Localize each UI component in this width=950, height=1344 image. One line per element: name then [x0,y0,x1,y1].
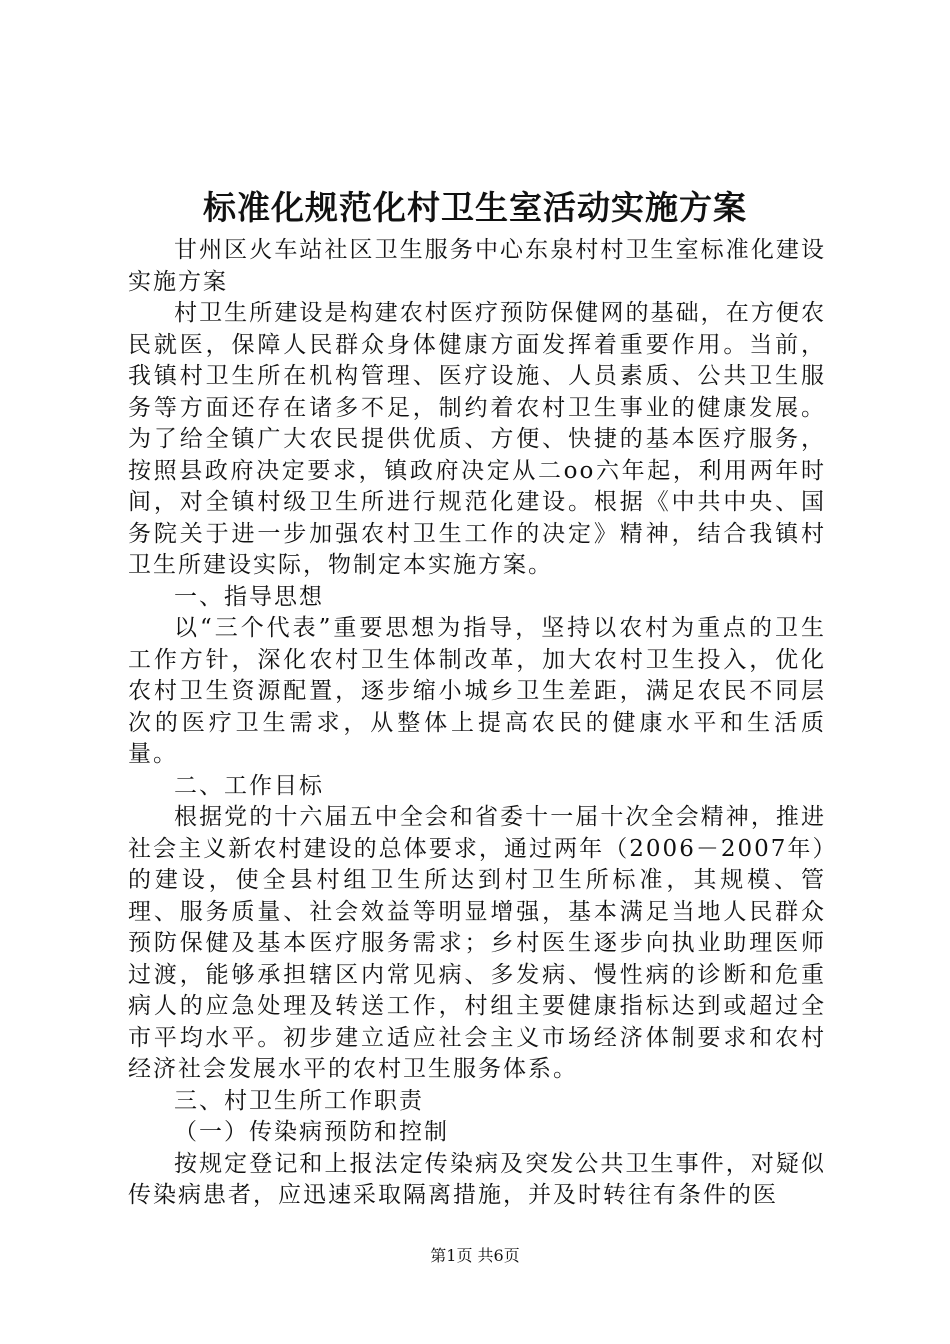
document-body [128,235,826,1212]
body-paragraph: 按规定登记和上报法定传染病及突发公共卫生事件，对疑似传染病患者，应迅速采取隔离措施，并及时转往有条件的医 [128,1150,826,1208]
subsection-heading: （一）传染病预防和控制 [174,1119,449,1145]
section-heading: 二、工作目标 [174,772,324,799]
body-paragraph: 甘州区火车站社区卫生服务中心东泉村村卫生室标准化建设实施方案 [128,237,826,295]
document-title: 标准化规范化村卫生室活动实施方案 [203,188,747,227]
body-paragraph: 根据党的十六届五中全会和省委十一届十次全会精神，推进社会主义新农村建设的总体要求，通过两年（2006－2007年）的建设，使全县村组卫生所达到村卫生所标准，其规模、管理、服务质量、社会效益等明显增强，基本满足当地人民群众预防保健及基本医疗服务需求；乡村医生逐步向执业助理医师过渡，能够承担辖区内常见病、多发病、慢性病的诊断和危重病人的应急处理及转送工作，村组主要健康指标达到或超过全市平均水平。初步建立适应社会主义市场经济体制要求和农村经济社会发展水平的农村卫生服务体系。 [128,804,826,1082]
body-paragraph: 以“三个代表”重要思想为指导，坚持以农村为重点的卫生工作方针，深化农村卫生体制改革，加大农村卫生投入，优化农村卫生资源配置，逐步缩小城乡卫生差距，满足农民不同层次的医疗卫生需求，从整体上提高农民的健康水平和生活质量。 [128,615,826,767]
section-heading: 一、指导思想 [174,583,324,610]
section-heading: 三、村卫生所工作职责 [174,1087,424,1114]
page-number-footer: 第1页 共6页 [430,1246,520,1265]
body-paragraph: 村卫生所建设是构建农村医疗预防保健网的基础，在方便农民就医，保障人民群众身体健康方面发挥着重要作用。当前，我镇村卫生所在机构管理、医疗设施、人员素质、公共卫生服务等方面还存在诸多不足，制约着农村卫生事业的健康发展。为了给全镇广大农民提供优质、方便、快捷的基本医疗服务，按照县政府决定要求，镇政府决定从二oo六年起，利用两年时间，对全镇村级卫生所进行规范化建设。根据《中共中央、国务院关于进一步加强农村卫生工作的决定》精神，结合我镇村卫生所建设实际，物制定本实施方案。 [128,300,826,578]
